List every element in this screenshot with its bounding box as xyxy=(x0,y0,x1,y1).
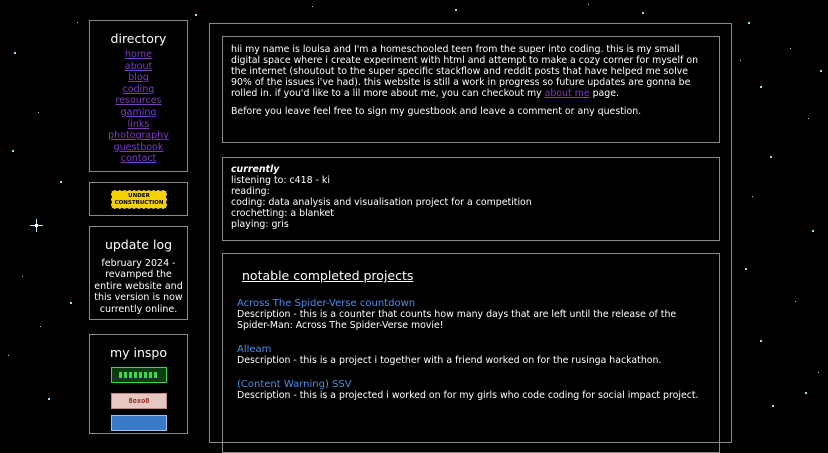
nav-link-guestbook[interactable]: guestbook xyxy=(113,141,164,153)
projects-box xyxy=(222,253,720,453)
badge-graphic xyxy=(119,372,159,378)
inspo-box xyxy=(89,334,188,434)
currently-coding: coding: data analysis and visualisation project for a competition xyxy=(231,197,532,208)
nav-link-photography[interactable]: photography xyxy=(108,130,169,142)
update-log-title: update log xyxy=(104,237,173,252)
project-description: Description - this is a project i together with a friend worked on for the rusinga hackathon. xyxy=(237,355,662,366)
update-log-text: february 2024 - revamped the entire website and this version is now currently online. xyxy=(94,258,183,315)
nav-link-contact[interactable]: contact xyxy=(120,153,157,165)
project-title-ssv[interactable]: (Content Warning) SSV xyxy=(237,379,352,390)
currently-playing: playing: gris xyxy=(231,219,289,230)
nav-link-gaming[interactable]: gaming xyxy=(120,106,157,118)
under-construction-box xyxy=(89,182,188,216)
project-title-spiderverse[interactable]: Across The Spider-Verse countdown xyxy=(237,298,416,309)
nav-link-home[interactable]: home xyxy=(125,49,152,60)
update-log-box xyxy=(89,226,188,320)
inspo-badge-3[interactable] xyxy=(111,415,167,431)
nav-link-coding[interactable]: coding xyxy=(122,83,155,95)
project-description: Description - this is a counter that counts how many days that are left until the release of the Spider-Man: Across The Spider-Verse movie! xyxy=(237,309,677,331)
inspo-badge-1[interactable] xyxy=(111,367,167,383)
project-item xyxy=(237,379,705,401)
intro-box xyxy=(222,36,720,143)
project-item xyxy=(237,298,705,331)
intro-paragraph xyxy=(231,44,711,99)
nav-link-resources[interactable]: resources xyxy=(115,95,162,107)
intro-text-end: page. xyxy=(592,88,619,99)
project-item xyxy=(237,344,705,366)
projects-heading: notable completed projects xyxy=(242,268,414,283)
inspo-title: my inspo xyxy=(109,345,168,360)
nav-link-about[interactable]: about xyxy=(124,60,153,72)
currently-title: currently xyxy=(231,164,280,175)
sparkle-star xyxy=(30,219,43,232)
inspo-badge-2[interactable]: 8oxo8 xyxy=(111,393,167,409)
about-me-link[interactable]: about me xyxy=(544,88,590,99)
nav-link-links[interactable]: links xyxy=(127,118,150,130)
currently-box xyxy=(222,157,720,241)
directory-list xyxy=(90,49,187,165)
nav-link-blog[interactable]: blog xyxy=(128,72,149,84)
intro-text: hii my name is louisa and I'm a homeschooled teen from the super into coding. this is my small digital space where i create experiment with html and attempt to make a cozy corner for myself on the internet (shoutout to the super specific stackflow and reddit posts that have helped me solve 90% of the issues i've had). this website is still a work in progress so future updates are gonna be rolled in. if you'd like to a lil more about me, you can checkout my xyxy=(231,44,699,99)
currently-crochetting: crochetting: a blanket xyxy=(231,208,334,219)
main-content-panel xyxy=(209,23,732,443)
directory-box xyxy=(89,20,188,172)
currently-reading: reading: xyxy=(231,186,270,197)
guestbook-line: Before you leave feel free to sign my guestbook and leave a comment or any question. xyxy=(231,106,642,117)
project-title-alleam[interactable]: Alleam xyxy=(237,344,272,355)
project-description: Description - this is a projected i worked on for my girls who code coding for social impact project. xyxy=(237,390,699,401)
under-construction-sign: UNDER CONSTRUCTION xyxy=(111,190,167,209)
directory-title: directory xyxy=(110,31,167,46)
currently-listening: listening to: c418 - ki xyxy=(231,175,330,186)
